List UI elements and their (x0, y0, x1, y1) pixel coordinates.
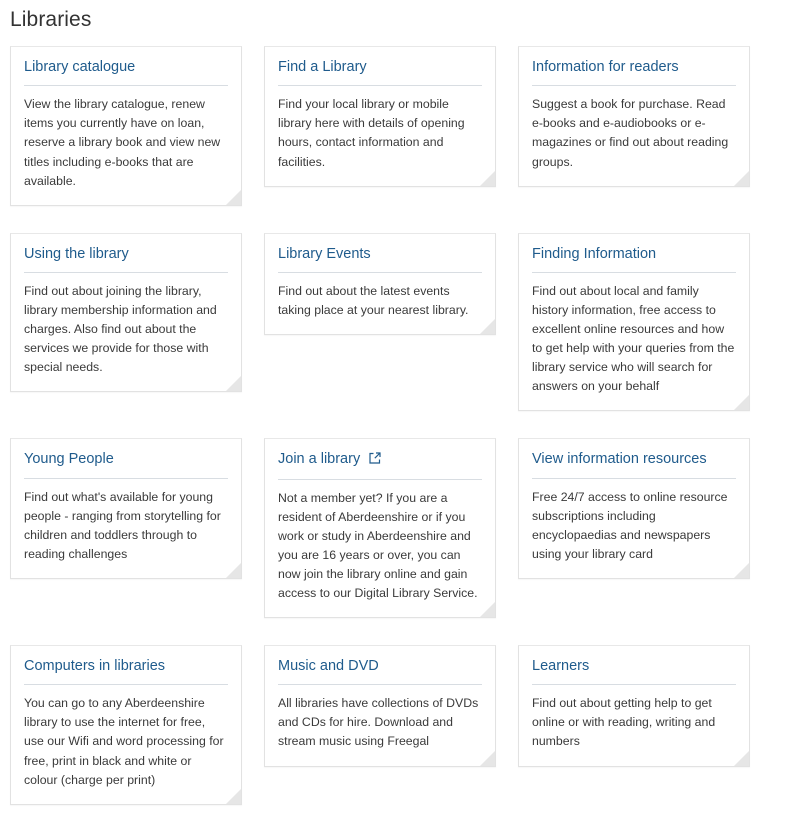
card-library-catalogue[interactable] (10, 46, 242, 206)
card-title-label: Library Events (278, 245, 371, 262)
card-learners[interactable] (518, 645, 750, 767)
card-title-label: Computers in libraries (24, 657, 166, 674)
card-description: Find out about local and family history information, free access to excellent online resources and how to get help with your queries from the library service who will search for answers on your behalf (532, 284, 735, 394)
card-title[interactable] (278, 451, 482, 479)
card-title-label: Join a library (278, 451, 361, 468)
card-join-a-library[interactable] (264, 438, 496, 618)
card-title[interactable] (532, 451, 736, 478)
card-finding-information[interactable] (518, 233, 750, 412)
card-using-the-library[interactable] (10, 233, 242, 393)
card-title[interactable] (24, 59, 228, 86)
card-title[interactable] (532, 59, 736, 86)
card-description: Free 24/7 access to online resource subscriptions including encyclopaedias and newspapers using your library card (532, 489, 728, 561)
card-title-label: Find a Library (278, 59, 367, 75)
card-computers-in-libraries[interactable] (10, 645, 242, 805)
card-music-and-dvd[interactable] (264, 645, 496, 767)
card-title[interactable] (278, 59, 482, 86)
external-link-icon (369, 452, 381, 469)
card-description: You can go to any Aberdeenshire library to use the internet for free, use our Wifi and word processing for free, print in black and white or colour (charge per print) (24, 696, 224, 787)
library-card-grid (0, 32, 790, 832)
card-title-label: Young People (24, 451, 114, 468)
card-title-label: Information for readers (532, 59, 679, 75)
card-description: Not a member yet? If you are a resident of Aberdeenshire or if you work or study in Aberdeenshire and you are 16 years or over, you can now join the library online and gain access to our Digital Library Service. (278, 490, 478, 600)
card-description: All libraries have collections of DVDs and CDs for hire. Download and stream music using Freegal (278, 696, 479, 749)
card-description: Find your local library or mobile library here with details of opening hours, contact information and facilities. (278, 97, 465, 169)
card-title[interactable] (532, 658, 736, 685)
card-description: Find out about getting help to get online or with reading, writing and numbers (532, 696, 716, 749)
card-library-events[interactable] (264, 233, 496, 335)
card-title-label: Finding Information (532, 245, 657, 262)
card-title[interactable] (24, 451, 228, 478)
card-description: Find out what's available for young people - ranging from storytelling for children and toddlers through to reading challenges (24, 489, 221, 561)
card-find-a-library[interactable] (264, 46, 496, 187)
card-description: View the library catalogue, renew items you currently have on loan, reserve a library book and view new titles including e-books that are available. (24, 97, 221, 188)
card-description: Find out about joining the library, library membership information and charges. Also find out about the services we provide for those with special needs. (24, 284, 217, 375)
card-title[interactable] (24, 246, 228, 273)
card-description: Suggest a book for purchase. Read e-books and e-audiobooks or e-magazines or find out about reading groups. (532, 97, 729, 169)
card-title[interactable] (532, 246, 736, 273)
card-title-label: Music and DVD (278, 657, 379, 674)
card-title-label: Using the library (24, 245, 129, 262)
card-title[interactable] (278, 246, 482, 273)
card-young-people[interactable] (10, 438, 242, 579)
card-title[interactable] (278, 658, 482, 685)
card-description: Find out about the latest events taking place at your nearest library. (278, 284, 469, 318)
card-information-for-readers[interactable] (518, 46, 750, 187)
card-title-label: Library catalogue (24, 59, 136, 75)
card-title[interactable] (24, 658, 228, 685)
card-title-label: Learners (532, 657, 590, 674)
page-title: Libraries (10, 8, 92, 31)
card-view-information-resources[interactable] (518, 438, 750, 579)
card-title-label: View information resources (532, 451, 707, 468)
